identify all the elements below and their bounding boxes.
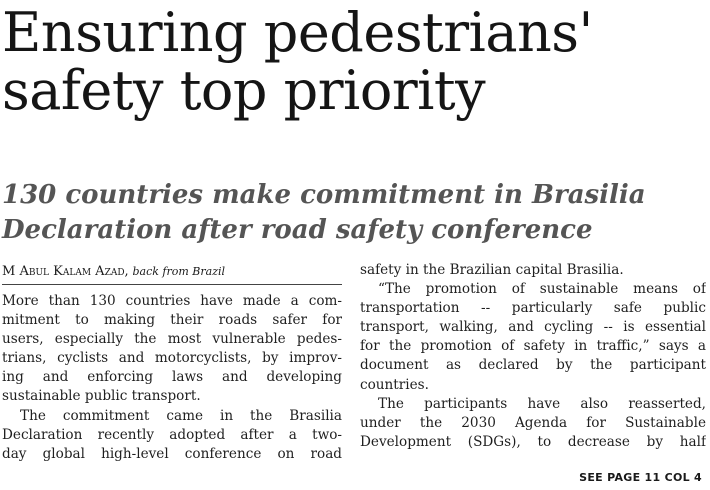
column-2-line: transport, walking, and cycling -- is essential <box>360 319 706 336</box>
column-2-line: countries. <box>360 376 429 393</box>
column-1-line: day global high-level conference on road <box>2 445 342 462</box>
column-2-line: The participants have also reasserted, <box>378 395 706 412</box>
column-2-line: for the promotion of safety in traffic,” says a <box>360 338 706 355</box>
column-1-line: The commitment came in the Brasilia <box>20 407 342 424</box>
column-2-line: document as declared by the participant <box>360 357 706 374</box>
subheadline-line-2: Declaration after road safety conference <box>2 215 593 245</box>
byline <box>2 263 342 285</box>
continuation-reference: SEE PAGE 11 COL 4 <box>579 471 702 484</box>
column-1-line: Declaration recently adopted after a two- <box>2 426 342 443</box>
subheadline-line-1: 130 countries make commitment in Brasilia <box>2 180 646 210</box>
column-1-line: trians, cyclists and motorcyclists, by improv- <box>2 350 342 367</box>
column-2-line: transportation -- particularly safe public <box>360 300 706 317</box>
column-1-line: ing and enforcing laws and developing <box>2 369 342 386</box>
headline-line-2: safety top priority <box>2 59 486 122</box>
column-1-line: sustainable public transport. <box>2 388 201 405</box>
article-column-1 <box>2 292 342 464</box>
subheadline <box>2 178 708 248</box>
byline-location: back from Brazil <box>132 265 226 278</box>
column-2-line: Development (SDGs), to decrease by half <box>360 433 706 450</box>
column-1-line: users, especially the most vulnerable pedes- <box>2 331 342 348</box>
column-2-line: safety in the Brazilian capital Brasilia. <box>360 262 624 278</box>
column-2-line: under the 2030 Agenda for Sustainable <box>360 414 706 431</box>
column-1-line: mitment to making their roads safer for <box>2 312 342 329</box>
headline <box>2 1 708 122</box>
column-2-line: “The promotion of sustainable means of <box>378 281 706 298</box>
column-1-line: More than 130 countries have made a com- <box>2 293 342 309</box>
headline-line-1: Ensuring pedestrians' <box>2 1 593 64</box>
article-column-2 <box>360 261 706 452</box>
byline-author: M Abul Kalam Azad, <box>2 264 129 279</box>
